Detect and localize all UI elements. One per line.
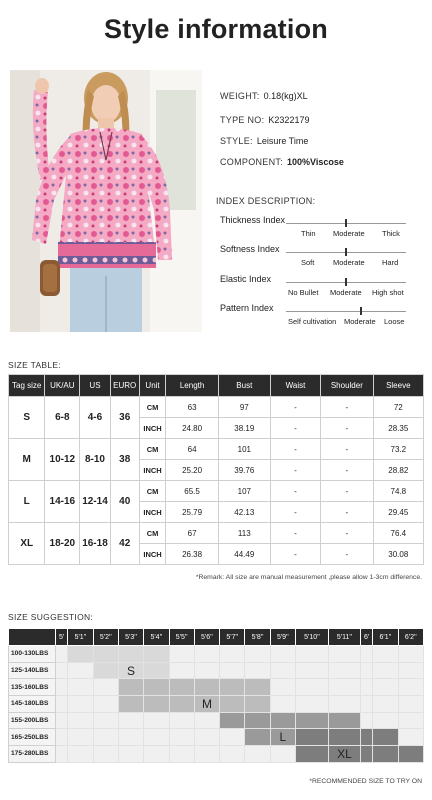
measurement-cell: 101	[218, 439, 270, 460]
size-grid-cell	[169, 646, 194, 663]
unit-cell: INCH	[139, 544, 166, 565]
measurement-cell: -	[321, 502, 373, 523]
size-table-label: SIZE TABLE:	[8, 360, 62, 370]
measurement-cell: 29.45	[373, 502, 423, 523]
size-grid-cell	[144, 696, 169, 713]
size-grid-cell	[118, 679, 143, 696]
size-grid-cell	[169, 696, 194, 713]
size-grid-cell	[68, 746, 93, 763]
size-tag-cell: M	[9, 439, 45, 481]
component-label: COMPONENT:	[220, 157, 284, 167]
measurement-cell: -	[270, 418, 320, 439]
height-header: 6'	[360, 629, 372, 646]
size-grid-cell	[360, 746, 372, 763]
index-name: Softness Index	[220, 244, 280, 254]
size-grid-cell	[144, 646, 169, 663]
size-grid-cell	[68, 712, 93, 729]
measurement-cell: 28.82	[373, 460, 423, 481]
measurement-cell: -	[321, 460, 373, 481]
size-grid-cell	[56, 746, 68, 763]
size-euro-cell: 40	[110, 481, 139, 523]
size-grid-cell	[169, 662, 194, 679]
measurement-cell: 25.20	[166, 460, 218, 481]
size-grid-cell	[93, 729, 118, 746]
size-grid-cell	[194, 646, 219, 663]
column-header: EURO	[110, 375, 139, 397]
height-header: 5'4''	[144, 629, 169, 646]
column-header: Bust	[218, 375, 270, 397]
size-grid-cell	[68, 646, 93, 663]
size-us-cell: 4-6	[80, 397, 111, 439]
size-grid-cell	[194, 679, 219, 696]
size-grid-cell	[329, 696, 361, 713]
component-info	[220, 157, 344, 167]
index-option: Moderate	[330, 288, 362, 297]
size-suggestion-body	[9, 646, 424, 763]
size-grid-label: M	[194, 696, 219, 713]
height-header: 5'7''	[220, 629, 245, 646]
size-euro-cell: 36	[110, 397, 139, 439]
size-grid-cell	[169, 679, 194, 696]
measurement-cell: 67	[166, 523, 218, 544]
size-grid-cell	[118, 696, 143, 713]
size-grid-cell	[360, 729, 372, 746]
height-header-row	[9, 629, 424, 646]
table-row	[9, 397, 424, 418]
type-info	[220, 115, 309, 125]
size-grid-cell	[245, 662, 270, 679]
style-label: STYLE:	[220, 136, 253, 146]
size-grid-cell	[270, 662, 295, 679]
size-grid-cell	[169, 729, 194, 746]
pattern-index	[220, 303, 420, 331]
size-tag-cell: XL	[9, 523, 45, 565]
weight-row	[9, 696, 424, 713]
size-tag-cell: L	[9, 481, 45, 523]
measurement-remark: *Remark: All size are manual measurement ,please allow 1-3cm difference.	[195, 574, 422, 581]
height-header: 5'2''	[93, 629, 118, 646]
index-option: No Bullet	[288, 288, 319, 297]
weight-row	[9, 729, 424, 746]
size-grid-cell	[144, 729, 169, 746]
column-header: Unit	[139, 375, 166, 397]
table-row	[9, 523, 424, 544]
size-grid-cell	[373, 712, 398, 729]
weight-label: 145-180LBS	[9, 696, 56, 713]
measurement-cell: -	[321, 439, 373, 460]
page-title: Style information	[104, 14, 328, 44]
size-grid-cell	[295, 696, 328, 713]
measurement-cell: 39.76	[218, 460, 270, 481]
size-grid-cell	[245, 646, 270, 663]
size-grid-cell	[360, 679, 372, 696]
unit-cell: INCH	[139, 418, 166, 439]
size-grid-cell	[169, 746, 194, 763]
size-grid-cell	[360, 662, 372, 679]
size-grid-cell	[270, 646, 295, 663]
weight-row	[9, 679, 424, 696]
size-grid-cell	[118, 729, 143, 746]
column-header: Length	[166, 375, 218, 397]
measurement-cell: 72	[373, 397, 423, 418]
size-tag-cell: S	[9, 397, 45, 439]
size-grid-cell	[220, 662, 245, 679]
size-us-cell: 16-18	[80, 523, 111, 565]
size-grid-cell	[329, 729, 361, 746]
height-header: 5'9''	[270, 629, 295, 646]
size-grid-cell	[68, 662, 93, 679]
column-header: Waist	[270, 375, 320, 397]
measurement-cell: -	[321, 544, 373, 565]
size-grid-cell	[93, 646, 118, 663]
size-grid-cell	[194, 662, 219, 679]
weight-row	[9, 662, 424, 679]
measurement-cell: 28.35	[373, 418, 423, 439]
size-grid-cell	[360, 646, 372, 663]
measurement-cell: 44.49	[218, 544, 270, 565]
size-grid-cell	[93, 746, 118, 763]
index-marker	[345, 248, 347, 256]
height-header: 5'1''	[68, 629, 93, 646]
size-grid-cell	[56, 646, 68, 663]
size-uk-cell: 14-16	[45, 481, 80, 523]
size-grid-cell	[194, 712, 219, 729]
unit-cell: CM	[139, 439, 166, 460]
size-table-body	[9, 397, 424, 565]
measurement-cell: 64	[166, 439, 218, 460]
measurement-cell: -	[270, 439, 320, 460]
size-grid-cell	[220, 646, 245, 663]
weight-info	[220, 91, 308, 101]
size-grid-cell	[373, 746, 398, 763]
weight-label: 135-160LBS	[9, 679, 56, 696]
size-grid-cell	[118, 746, 143, 763]
table-row	[9, 481, 424, 502]
index-name: Pattern Index	[220, 303, 274, 313]
size-grid-cell	[329, 646, 361, 663]
index-option: Moderate	[333, 258, 365, 267]
size-grid-cell	[245, 712, 270, 729]
size-grid-cell	[144, 712, 169, 729]
size-grid-cell	[270, 746, 295, 763]
size-grid-cell	[295, 712, 328, 729]
size-grid-cell	[295, 729, 328, 746]
index-option: Loose	[384, 317, 405, 326]
size-grid-cell	[398, 746, 423, 763]
weight-value: 0.18(kg)XL	[263, 91, 308, 101]
size-grid-cell	[56, 679, 68, 696]
unit-cell: CM	[139, 397, 166, 418]
size-grid-cell	[270, 696, 295, 713]
size-grid-label: XL	[329, 746, 361, 763]
size-grid-cell	[398, 679, 423, 696]
measurement-cell: 97	[218, 397, 270, 418]
size-grid-cell	[220, 679, 245, 696]
size-us-cell: 12-14	[80, 481, 111, 523]
size-uk-cell: 18-20	[45, 523, 80, 565]
size-grid-cell	[329, 662, 361, 679]
size-euro-cell: 42	[110, 523, 139, 565]
elastic-index	[220, 274, 420, 302]
size-grid-cell	[93, 696, 118, 713]
size-grid-cell	[68, 729, 93, 746]
size-grid-cell	[68, 679, 93, 696]
size-grid-cell	[245, 729, 270, 746]
size-table	[8, 374, 424, 565]
size-grid-cell	[56, 729, 68, 746]
model-illustration	[10, 70, 202, 332]
height-header: 5'8''	[245, 629, 270, 646]
size-grid-cell	[398, 712, 423, 729]
weight-label: 100-130LBS	[9, 646, 56, 663]
size-grid-cell	[194, 746, 219, 763]
size-us-cell: 8-10	[80, 439, 111, 481]
measurement-cell: -	[270, 523, 320, 544]
index-description-title: INDEX DESCRIPTION:	[216, 196, 316, 206]
size-suggestion-label: SIZE SUGGESTION:	[8, 612, 94, 622]
size-grid-cell	[295, 679, 328, 696]
weight-label: 155-200LBS	[9, 712, 56, 729]
index-name: Elastic Index	[220, 274, 272, 284]
size-grid-cell	[329, 712, 361, 729]
size-grid-cell	[295, 646, 328, 663]
recommendation-note: *RECOMMENDED SIZE TO TRY ON	[309, 778, 422, 785]
weight-label: 175-280LBS	[9, 746, 56, 763]
size-grid-cell	[329, 679, 361, 696]
size-grid-cell	[245, 696, 270, 713]
size-grid-cell	[144, 662, 169, 679]
measurement-cell: -	[321, 418, 373, 439]
measurement-cell: -	[270, 481, 320, 502]
measurement-cell: 73.2	[373, 439, 423, 460]
size-grid-cell	[169, 712, 194, 729]
thickness-index	[220, 215, 420, 243]
size-grid-cell	[118, 712, 143, 729]
measurement-cell: -	[270, 397, 320, 418]
measurement-cell: 65.5	[166, 481, 218, 502]
size-grid-cell	[398, 696, 423, 713]
size-grid-cell	[118, 646, 143, 663]
size-grid-cell	[373, 662, 398, 679]
column-header: US	[80, 375, 111, 397]
column-header: UK/AU	[45, 375, 80, 397]
measurement-cell: -	[321, 397, 373, 418]
size-grid-cell	[270, 679, 295, 696]
measurement-cell: 25.79	[166, 502, 218, 523]
measurement-cell: 42.13	[218, 502, 270, 523]
size-grid-cell	[373, 729, 398, 746]
product-photo	[10, 70, 202, 332]
size-grid-cell	[93, 679, 118, 696]
index-option: Moderate	[344, 317, 376, 326]
measurement-cell: 30.08	[373, 544, 423, 565]
height-header: 5'3''	[118, 629, 143, 646]
index-marker	[360, 307, 362, 315]
weight-row	[9, 712, 424, 729]
size-euro-cell: 38	[110, 439, 139, 481]
table-row	[9, 439, 424, 460]
height-header: 5'	[56, 629, 68, 646]
index-option: Thick	[382, 229, 400, 238]
size-grid-cell	[93, 662, 118, 679]
measurement-cell: 107	[218, 481, 270, 502]
style-info	[220, 136, 308, 146]
index-option: High shot	[372, 288, 404, 297]
size-grid-label: S	[118, 662, 143, 679]
size-grid-cell	[270, 712, 295, 729]
size-grid-cell	[56, 696, 68, 713]
size-grid-cell	[93, 712, 118, 729]
column-header: Sleeve	[373, 375, 423, 397]
size-grid-cell	[220, 729, 245, 746]
index-option: Moderate	[333, 229, 365, 238]
size-grid-cell	[56, 712, 68, 729]
index-option: Thin	[301, 229, 316, 238]
size-suggestion-table	[8, 628, 424, 763]
type-value: K2322179	[268, 115, 310, 125]
size-grid-cell	[373, 679, 398, 696]
size-grid-cell	[68, 696, 93, 713]
measurement-cell: 74.8	[373, 481, 423, 502]
measurement-cell: -	[270, 460, 320, 481]
height-header: 5'5''	[169, 629, 194, 646]
size-grid-cell	[398, 646, 423, 663]
measurement-cell: 76.4	[373, 523, 423, 544]
size-grid-cell	[398, 729, 423, 746]
unit-cell: CM	[139, 523, 166, 544]
softness-index	[220, 244, 420, 272]
index-marker	[345, 219, 347, 227]
measurement-cell: 38.19	[218, 418, 270, 439]
height-header: 5'11''	[329, 629, 361, 646]
weight-label: WEIGHT:	[220, 91, 260, 101]
weight-label: 125-140LBS	[9, 662, 56, 679]
measurement-cell: -	[321, 523, 373, 544]
height-header: 5'6''	[194, 629, 219, 646]
weight-row	[9, 646, 424, 663]
size-grid-cell	[245, 679, 270, 696]
unit-cell: CM	[139, 481, 166, 502]
size-uk-cell: 6-8	[45, 397, 80, 439]
size-grid-cell	[373, 696, 398, 713]
size-table-header	[9, 375, 424, 397]
weight-row	[9, 746, 424, 763]
size-grid-cell	[194, 729, 219, 746]
height-header: 6'2''	[398, 629, 423, 646]
size-grid-cell	[220, 712, 245, 729]
size-grid-cell	[144, 679, 169, 696]
weight-label: 165-250LBS	[9, 729, 56, 746]
size-grid-cell	[56, 662, 68, 679]
unit-cell: INCH	[139, 502, 166, 523]
index-option: Hard	[382, 258, 399, 267]
size-grid-cell	[144, 746, 169, 763]
component-value: 100%Viscose	[287, 157, 344, 167]
unit-cell: INCH	[139, 460, 166, 481]
measurement-cell: 113	[218, 523, 270, 544]
size-uk-cell: 10-12	[45, 439, 80, 481]
measurement-cell: -	[270, 544, 320, 565]
index-option: Self cultivation	[288, 317, 337, 326]
size-grid-cell	[295, 662, 328, 679]
measurement-cell: 63	[166, 397, 218, 418]
size-grid-cell	[360, 696, 372, 713]
size-grid-cell	[245, 746, 270, 763]
index-option: Soft	[301, 258, 315, 267]
corner-cell	[9, 629, 56, 646]
size-grid-label: L	[270, 729, 295, 746]
style-value: Leisure Time	[256, 136, 309, 146]
size-grid-cell	[373, 646, 398, 663]
measurement-cell: -	[270, 502, 320, 523]
column-header: Shoulder	[321, 375, 373, 397]
size-grid-cell	[220, 696, 245, 713]
index-scale	[286, 311, 406, 312]
index-name: Thickness Index	[220, 215, 286, 225]
measurement-cell: 24.80	[166, 418, 218, 439]
size-grid-cell	[295, 746, 328, 763]
size-grid-cell	[360, 712, 372, 729]
column-header: Tag size	[9, 375, 45, 397]
size-grid-cell	[220, 746, 245, 763]
height-header: 5'10''	[295, 629, 328, 646]
measurement-cell: -	[321, 481, 373, 502]
size-grid-cell	[398, 662, 423, 679]
index-marker	[345, 278, 347, 286]
height-header: 6'1''	[373, 629, 398, 646]
measurement-cell: 26.38	[166, 544, 218, 565]
type-label: TYPE NO:	[220, 115, 265, 125]
